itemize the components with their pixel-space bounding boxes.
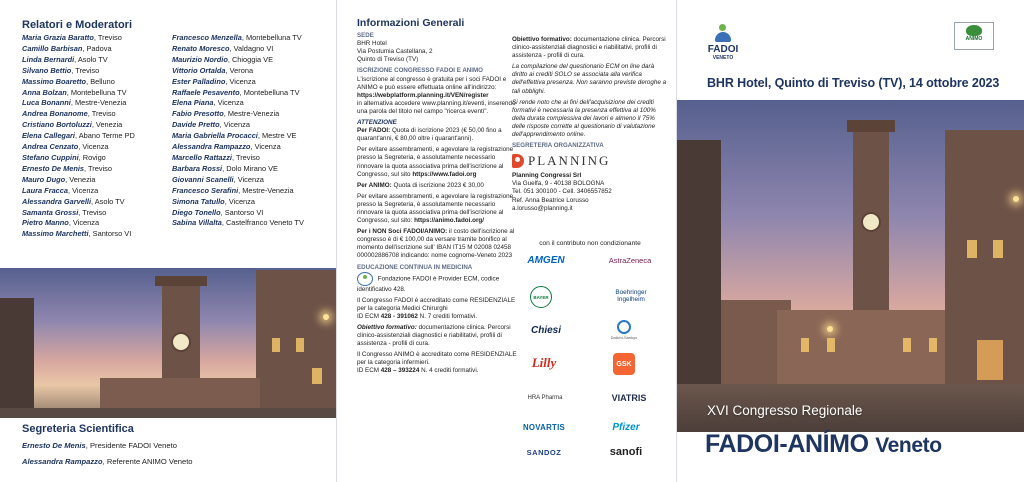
objective [512, 36, 668, 60]
amgen-logo: AMGEN [527, 254, 565, 266]
speaker-item: Andrea Cenzato, Vicenza [22, 142, 109, 152]
city-text: Asolo TV [94, 196, 125, 206]
city-text: Vicenza [82, 142, 109, 152]
speaker-name: Andrea Bonanome [22, 109, 88, 119]
city-text: Montebelluna TV [245, 33, 302, 42]
speaker-item: Camillo Barbisan, Padova [22, 43, 112, 53]
speaker-item: Raffaele Pesavento, Montebelluna TV [172, 87, 300, 97]
city-text: Treviso [235, 152, 260, 162]
speaker-name: Cristiano Bortoluzzi [22, 120, 92, 130]
speaker-name: Silvano Bettio [22, 65, 72, 75]
city-text: Treviso [88, 163, 112, 173]
speaker-name: Elena Piana [172, 98, 214, 108]
ecm-credits: N. 7 crediti formativi. [419, 312, 478, 320]
lit-window [903, 338, 911, 352]
speaker-name: Maria Grazia Baratto [22, 33, 94, 42]
congress-name-main: FADOI-ANÍMO [705, 430, 869, 458]
astrazeneca-logo: AstraZeneca [608, 255, 652, 265]
speaker-item: Pietro Manno, Vicenza [22, 218, 100, 228]
novartis-logo: NOVARTIS [522, 422, 566, 432]
speaker-name: Fabio Presotto [172, 109, 224, 119]
speaker-item: Francesco Serafini, Mestre-Venezia [172, 185, 294, 195]
street-lamp [827, 326, 833, 332]
lit-window [967, 240, 977, 258]
speaker-item: Alessandra Garvelli, Asolo TV [22, 196, 125, 206]
animo-fee [357, 182, 517, 190]
speaker-item: Andrea Bonanome, Treviso [22, 109, 116, 119]
ecm-objective-label: Obiettivo formativo: [357, 324, 417, 331]
speaker-item: Elena Callegari, Abano Terme PD [22, 131, 135, 141]
registration-header: ISCRIZIONE CONGRESSO FADOI E ANIMO [357, 67, 483, 75]
city-text: Valdagno VI [233, 43, 274, 53]
presence-note: Si rende noto che ai fini dell'acquisizione dei crediti formativi è necessaria la presenza effettiva al 100% della durata complessiva dei lavori e almeno il 75% delle risposte corrette al questionario di valutazione dell'apprendimento online. [512, 98, 656, 139]
fadoi-icon [357, 272, 373, 286]
bayer-logo: BAYER [530, 286, 552, 308]
speaker-name: Stefano Cuppini [22, 152, 79, 162]
nonsoci-label: Per i NON Soci FADOI/ANIMO: [357, 228, 448, 236]
speaker-item: Maurizio Nordio, Chioggia VE [172, 54, 274, 64]
speaker-name: Francesco Menzella [172, 33, 242, 42]
speaker-item: Francesco Menzella, Montebelluna TV [172, 33, 302, 42]
venue-date: BHR Hotel, Quinto di Treviso (TV), 14 ottobre 2023 [707, 76, 1000, 90]
planning-mark-icon [512, 154, 524, 168]
tower-clock [171, 332, 191, 352]
speaker-name: Davide Pretto [172, 120, 220, 130]
city-text: Chioggia VE [231, 54, 274, 64]
nonsoci-fee [357, 228, 517, 260]
fadoi-note-text: Per evitare assembramenti, e agevolare la registrazione presso la Segreteria, è assolutamente necessario rinnovare la quota associativa prima dell'iscrizione al Congresso, sul sito [357, 146, 514, 178]
lit-window [312, 368, 322, 384]
tower-crown [155, 276, 207, 286]
city-text: Santorso VI [224, 207, 264, 217]
fadoi-figure-icon [714, 24, 732, 44]
speaker-name: Marcello Rattazzi [172, 152, 232, 162]
speaker-name: Mauro Dugo [22, 174, 66, 184]
city-text: Verona [229, 65, 254, 75]
speaker-item: Massimo Marchetti, Santorso VI [22, 229, 132, 239]
venue-line: Via Postumia Castellana, 2 [357, 48, 433, 56]
animo-site-link[interactable]: https://animo.fadoi.org/ [414, 217, 485, 225]
speaker-name: Diego Tonello [172, 207, 221, 217]
ecm-header: EDUCAZIONE CONTINUA IN MEDICINA [357, 263, 473, 271]
speaker-item: Diego Tonello, Santorso VI [172, 207, 264, 217]
piazza-ground [0, 408, 336, 418]
city-text: Vicenza [72, 185, 99, 195]
street-lamp [1013, 196, 1019, 202]
ecm-id-label: ID ECM [357, 312, 380, 320]
speakers-list-b [172, 33, 304, 229]
organizer-phone: Tel. 051 300100 - Cell. 3406557852 [512, 188, 612, 196]
nonsoci-text: il costo dell'iscrizione al congresso è di € 100,00 da versare tramite bonifico al momento dell'iscrizione sull' IBAN IT15 M 02008 02458 000002886708 indicando: nome cognome-Veneto 2023 [357, 228, 515, 260]
ecm-nurses: Il Congresso ANIMO è accreditato come RESIDENZIALE per la categoria infermieri. [357, 351, 517, 367]
role-text: Referente ANIMO Veneto [106, 457, 193, 466]
city-text: Venezia [95, 120, 123, 130]
daiichi-wordmark: Daiichi-Sankyo [610, 335, 638, 340]
tower-clock [861, 212, 881, 232]
speaker-item: Fabio Presotto, Mestre-Venezia [172, 109, 280, 119]
city-text: Vicenza [223, 120, 250, 130]
registration-alternative: in alternativa accedere www.planning.it/eventi, inserendo una parola del titolo nel campo "ricerca eventi". [357, 99, 516, 115]
fadoi-veneto-logo [703, 24, 743, 72]
street-lamp [323, 314, 329, 320]
city-text: Vicenza [72, 218, 100, 228]
daiichi-ring-icon [617, 320, 631, 334]
venue-line: BHR Hotel [357, 40, 387, 48]
city-text: Vicenza [229, 76, 256, 86]
objective-label: Obiettivo formativo: [512, 36, 572, 43]
speaker-item: Sabina Villalta, Castelfranco Veneto TV [172, 218, 304, 228]
speaker-name: Vittorio Ortalda [172, 65, 226, 75]
speaker-name: Ester Palladino [172, 76, 226, 86]
ecm-doctors-id [357, 313, 517, 321]
fadoi-note [357, 146, 517, 178]
planning-wordmark: PLANNING [528, 153, 611, 169]
speaker-item: Luca Bonanni, Mestre-Venezia [22, 98, 127, 108]
city-text: Santorso VI [92, 229, 132, 239]
registration-url[interactable]: https://webplatform.planning.it/VEN/register [357, 91, 489, 99]
questionnaire-note: La compilazione del questionario ECM on line darà diritto ai crediti SOLO se associata alla verifica dell'effettiva presenza. Non saranno previste deroghe a tali obblighi. [512, 63, 667, 95]
organizer-header: SEGRETERIA ORGANIZZATIVA [512, 142, 604, 150]
speaker-item: Maria Grazia Baratto, Treviso [22, 33, 122, 42]
city-text: Rovigo [82, 152, 106, 162]
speaker-name: Ernesto De Menis [22, 163, 85, 173]
speaker-item: Massimo Boaretto, Belluno [22, 76, 115, 86]
daiichi-logo [609, 318, 639, 342]
registration-text: L'iscrizione al congresso è gratuita per i soci FADOI e ANIMO e può essere effettuata online all'indirizzo: [357, 75, 507, 91]
speaker-item: Vittorio Ortalda, Verona [172, 65, 254, 75]
organizer-ref: Ref. Anna Beatrice Lorusso [512, 196, 589, 204]
city-text: Treviso [82, 207, 107, 217]
venue-header: SEDE [357, 32, 374, 40]
treviso-square-photo [677, 100, 1024, 432]
city-text: Treviso [91, 109, 116, 119]
speaker-item: Barbara Rossi, Dolo Mirano VE [172, 163, 278, 173]
city-text: Mestre-Venezia [242, 185, 294, 195]
speaker-name: Maria Gabriella Procacci [172, 131, 258, 141]
speaker-item: Linda Bernardi, Asolo TV [22, 54, 108, 64]
scientific-title: Segreteria Scientifica [22, 423, 134, 435]
city-text: Mestre-Venezia [227, 109, 280, 119]
speaker-item: Marcello Rattazzi, Treviso [172, 152, 260, 162]
tree-icon [966, 25, 982, 36]
speaker-name: Barbara Rossi [172, 163, 223, 173]
speaker-name: Samanta Grossi [22, 207, 79, 217]
ecm-provider [357, 272, 517, 294]
speaker-name: Simona Tatullo [172, 196, 225, 206]
lit-window [296, 338, 304, 352]
boehringer-line-1: Boehringer [615, 289, 647, 296]
tower-crown [847, 120, 895, 132]
speaker-name: Pietro Manno [22, 218, 69, 228]
speaker-name: Massimo Boaretto [22, 76, 87, 86]
city-text: Vicenza [228, 196, 255, 206]
speaker-name: Giovanni Scanelli [172, 174, 234, 184]
viatris-logo: VIATRIS [611, 393, 647, 403]
speaker-name: Elena Callegari [22, 131, 75, 141]
speaker-item: Elena Piana, Vicenza [172, 98, 244, 108]
city-text: Asolo TV [77, 54, 108, 64]
lit-window [827, 338, 835, 352]
sponsor-intro: con il contributo non condizionante [539, 240, 641, 247]
objective-text: documentazione clinica. Percorsi clinico-assistenziali diagnostici e riabilitativi, profili di assistenza - profili di cura. [512, 36, 666, 60]
speaker-item: Alessandra Rampazzo, Vicenza [172, 142, 281, 152]
speaker-item: Renato Moresco, Valdagno VI [172, 43, 274, 53]
city-text: Belluno [90, 76, 115, 86]
organizer-email[interactable]: a.lorusso@planning.it [512, 204, 573, 212]
city-text: Vicenza [217, 98, 244, 108]
role-text: Presidente FADOI Veneto [89, 441, 177, 450]
info-title: Informazioni Generali [357, 17, 465, 29]
chiesi-logo: Chiesi [530, 324, 561, 336]
speaker-name: Francesco Serafini [172, 185, 239, 195]
speaker-name: Massimo Marchetti [22, 229, 89, 239]
speaker-item: Anna Bolzan, Montebelluna TV [22, 87, 127, 97]
speaker-name: Maurizio Nordio [172, 54, 228, 64]
speaker-item: Ester Palladino, Vicenza [172, 76, 256, 86]
cover-panel [677, 0, 1024, 482]
fadoi-region: VENETO [712, 55, 734, 61]
animo-note [357, 193, 517, 225]
info-column-2 [512, 36, 668, 213]
speaker-name: Renato Moresco [172, 43, 230, 53]
city-text: Dolo Mirano VE [226, 163, 278, 173]
city-text: Padova [86, 43, 112, 53]
ecm-id-value: 428 – 393224 [380, 367, 420, 375]
ecm-id-value: 428 - 391062 [380, 312, 418, 320]
speaker-item: Samanta Grossi, Treviso [22, 207, 107, 217]
info-panel [336, 0, 677, 482]
city-text: Castelfranco Veneto TV [225, 218, 304, 228]
ecm-objective-text: documentazione clinica. Percorsi clinico-assistenziali diagnostici e riabilitativi, profili di assistenza - profili di cura. [357, 324, 511, 348]
ecm-id-label: ID ECM [357, 367, 380, 375]
speaker-item: Simona Tatullo, Vicenza [172, 196, 255, 206]
city-text: Mestre-Venezia [74, 98, 127, 108]
city-text: Abano Terme PD [78, 131, 135, 141]
animo-fee-text: Quota di iscrizione 2023 € 30,00 [393, 181, 484, 189]
lit-window [801, 338, 809, 352]
speaker-name: Camillo Barbisan [22, 43, 83, 53]
speaker-item: Ernesto De Menis, Presidente FADOI Veneto [22, 441, 177, 450]
speakers-panel [0, 0, 336, 482]
lit-arch [977, 340, 1003, 380]
treviso-square-photo [0, 268, 336, 418]
animo-wordmark: ANIMO [965, 36, 983, 42]
congress-edition: XVI Congresso Regionale [707, 403, 863, 418]
lit-window [993, 240, 1003, 258]
speaker-name: Anna Bolzan [22, 87, 67, 97]
speaker-name: Linda Bernardi [22, 54, 75, 64]
city-text: Montebelluna TV [243, 87, 300, 97]
info-column [357, 19, 517, 376]
animo-logo [954, 22, 994, 50]
speaker-name: Andrea Cenzato [22, 142, 79, 152]
lit-window [929, 338, 937, 352]
lilly-logo: Lilly [531, 355, 557, 370]
speaker-item: Cristiano Bortoluzzi, Venezia [22, 120, 123, 130]
speaker-item: Maria Gabriella Procacci, Mestre VE [172, 131, 297, 141]
speaker-name: Sabina Villalta [172, 218, 222, 228]
speaker-item: Laura Fracca, Vicenza [22, 185, 99, 195]
city-text: Treviso [97, 33, 122, 42]
lit-window [272, 338, 280, 352]
speaker-item: Giovanni Scanelli, Vicenza [172, 174, 264, 184]
speaker-name: Alessandra Garvelli [22, 196, 92, 206]
speakers-list-a [22, 33, 135, 240]
ecm-provider-text: Fondazione FADOI è Provider ECM, codice identificativo 428. [357, 275, 500, 293]
speaker-item: Ernesto De Menis, Treviso [22, 163, 112, 173]
animo-fee-label: Per ANIMO: [357, 181, 392, 189]
speaker-item: Alessandra Rampazzo, Referente ANIMO Veneto [22, 457, 193, 466]
sanofi-logo: sanofi [609, 446, 643, 458]
organizer-address: Via Guelfa, 9 - 40138 BOLOGNA [512, 180, 605, 188]
sandoz-logo: SANDOZ [526, 447, 562, 457]
animo-note-text: Per evitare assembramenti, e agevolare la registrazione presso la Segreteria, è assolutamente necessario rinnovare la quota associativa prima dell'iscrizione al Congresso, sul sito: [357, 192, 514, 225]
city-text: Mestre VE [261, 131, 297, 141]
hra-pharma-logo: HRA Pharma [527, 395, 563, 401]
speaker-name: Laura Fracca [22, 185, 69, 195]
fadoi-fee [357, 127, 517, 143]
scientific-list [22, 438, 193, 470]
building-left [0, 298, 34, 418]
gsk-logo: GSK [613, 353, 635, 375]
speaker-item: Davide Pretto, Vicenza [172, 120, 250, 130]
fadoi-wordmark: FADOI [707, 44, 739, 55]
congress-name-region: Veneto [875, 434, 942, 457]
venue-line: Quinto di Treviso (TV) [357, 56, 419, 64]
city-text: Vicenza [254, 142, 281, 152]
speaker-item: Mauro Dugo, Venezia [22, 174, 96, 184]
speaker-item: Stefano Cuppini, Rovigo [22, 152, 106, 162]
organizer-name: Planning Congressi Srl [512, 172, 582, 180]
ecm-objective [357, 324, 517, 348]
speaker-item: Silvano Bettio, Treviso [22, 65, 100, 75]
city-text: Vicenza [237, 174, 264, 184]
speaker-name: Luca Bonanni [22, 98, 71, 108]
fadoi-fee-label: Per FADOI: [357, 127, 391, 135]
attention-header: ATTENZIONE [357, 119, 397, 127]
boehringer-line-2: Ingelheim [617, 296, 645, 303]
planning-logo [512, 154, 668, 168]
speaker-name: Ernesto De Menis [22, 441, 86, 450]
congress-name [705, 430, 942, 459]
ecm-nurses-id [357, 367, 517, 375]
fadoi-site-link[interactable]: https://www.fadoi.org [412, 170, 477, 178]
ecm-credits: N. 4 crediti formativi. [421, 367, 479, 375]
speaker-name: Raffaele Pesavento [172, 87, 240, 97]
city-text: Montebelluna TV [70, 87, 127, 97]
pfizer-logo: Pfizer [612, 421, 640, 433]
speakers-title: Relatori e Moderatori [22, 19, 133, 31]
boehringer-logo [595, 286, 667, 306]
speaker-name: Alessandra Rampazzo [22, 457, 103, 466]
ecm-doctors: Il Congresso FADOI è accreditato come RESIDENZIALE per la categoria Medici Chirurghi [357, 296, 516, 312]
city-text: Treviso [75, 65, 100, 75]
speaker-name: Alessandra Rampazzo [172, 142, 251, 152]
city-text: Venezia [69, 174, 96, 184]
fadoi-fee-text: Quota di iscrizione 2023 (€ 50,00 fino a quarant'anni, € 80,00 oltre i quarant'anni). [357, 127, 502, 143]
